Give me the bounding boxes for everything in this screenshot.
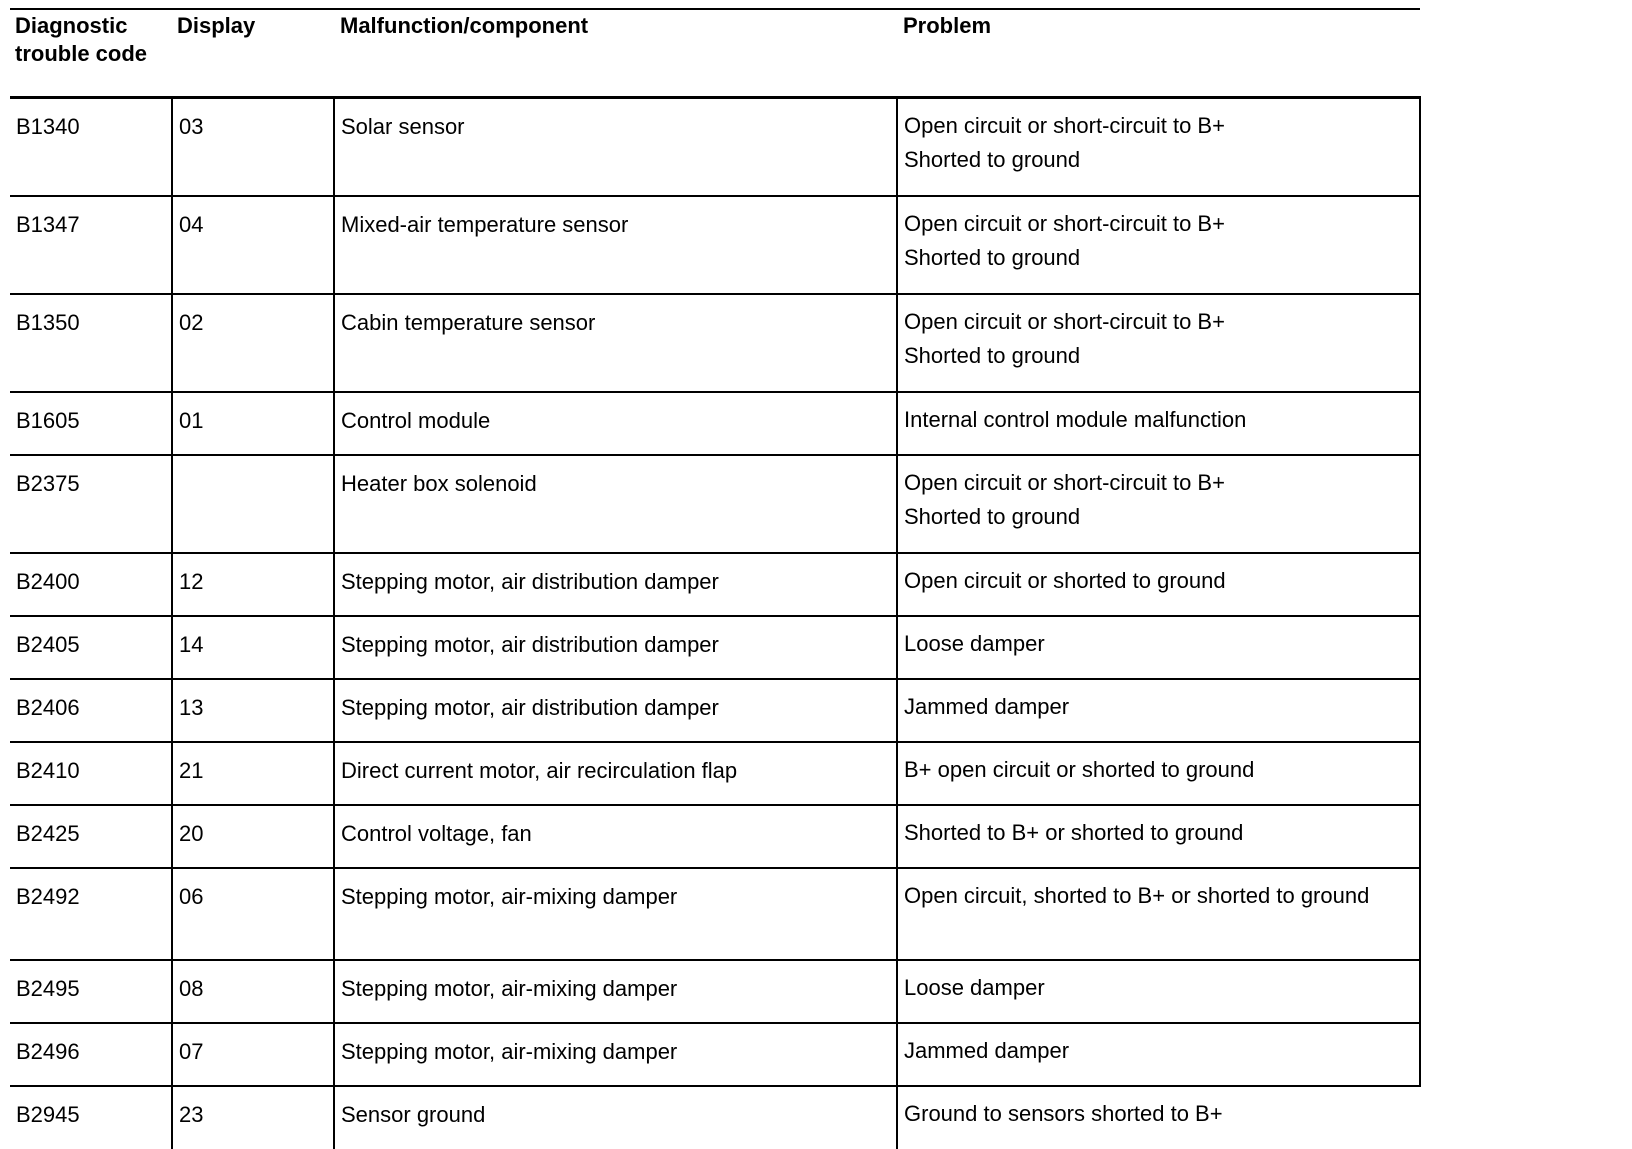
display-cell: 23 <box>172 1086 334 1149</box>
table-row <box>10 455 1420 553</box>
component-cell: Stepping motor, air-mixing damper <box>334 868 897 960</box>
component-cell: Heater box solenoid <box>334 455 897 553</box>
problem-line: Open circuit, shorted to B+ or shorted to ground <box>904 882 1370 908</box>
code-cell: B1350 <box>16 309 80 335</box>
display-cell: 02 <box>172 294 334 392</box>
problem-line: Loose damper <box>904 974 1045 1000</box>
table-row <box>10 553 1420 616</box>
code-cell: B1340 <box>16 114 80 139</box>
component-cell: Stepping motor, air distribution damper <box>334 616 897 679</box>
component-cell: Sensor ground <box>334 1086 897 1149</box>
problem-cell <box>897 553 1420 616</box>
problem-cell <box>897 805 1420 868</box>
table-row <box>10 1086 1420 1149</box>
display-cell: 13 <box>172 679 334 742</box>
component-cell: Cabin temperature sensor <box>334 294 897 392</box>
header-problem: Problem <box>903 13 992 38</box>
problem-cell <box>897 455 1420 553</box>
code-cell: B2405 <box>16 631 80 657</box>
component-cell: Mixed-air temperature sensor <box>334 196 897 294</box>
problem-line: Open circuit or short-circuit to B+ <box>904 113 1225 138</box>
header-code-line-1: Diagnostic <box>15 13 128 38</box>
table-row <box>10 805 1420 868</box>
code-cell: B2425 <box>16 820 80 846</box>
code-cell: B1605 <box>16 407 80 433</box>
code-cell: B1347 <box>16 211 80 237</box>
display-cell: 07 <box>172 1023 334 1086</box>
problem-line: Open circuit or short-circuit to B+ <box>904 469 1225 495</box>
problem-line: Ground to sensors shorted to B+ <box>904 1100 1223 1126</box>
header-component: Malfunction/component <box>340 13 589 38</box>
problem-line: Open circuit or short-circuit to B+ <box>904 210 1225 236</box>
problem-cell <box>897 294 1420 392</box>
problem-line: Internal control module malfunction <box>904 406 1247 432</box>
component-cell: Stepping motor, air-mixing damper <box>334 1023 897 1086</box>
problem-cell <box>897 960 1420 1023</box>
problem-line: Shorted to ground <box>904 244 1081 270</box>
code-cell: B2375 <box>16 470 80 496</box>
display-cell: 21 <box>172 742 334 805</box>
table-row <box>10 392 1420 455</box>
component-cell: Stepping motor, air-mixing damper <box>334 960 897 1023</box>
display-cell: 04 <box>172 196 334 294</box>
problem-line: Shorted to ground <box>904 503 1081 529</box>
problem-line: Shorted to ground <box>904 147 1081 172</box>
display-cell: 14 <box>172 616 334 679</box>
problem-cell <box>897 868 1420 960</box>
display-cell: 08 <box>172 960 334 1023</box>
problem-line: Shorted to ground <box>904 342 1081 368</box>
problem-cell <box>897 679 1420 742</box>
problem-cell <box>897 196 1420 294</box>
component-cell: Control voltage, fan <box>334 805 897 868</box>
problem-cell <box>897 1086 1420 1149</box>
problem-cell <box>897 1023 1420 1086</box>
component-cell: Control module <box>334 392 897 455</box>
component-cell: Solar sensor <box>334 98 897 196</box>
code-cell: B2410 <box>16 757 80 783</box>
code-cell: B2496 <box>16 1038 80 1064</box>
display-cell: 01 <box>172 392 334 455</box>
table-row <box>10 1023 1420 1086</box>
display-cell: 20 <box>172 805 334 868</box>
component-cell: Direct current motor, air recirculation flap <box>334 742 897 805</box>
table-row <box>10 196 1420 294</box>
problem-line: B+ open circuit or shorted to ground <box>904 756 1255 782</box>
problem-cell <box>897 742 1420 805</box>
dtc-table <box>10 96 1421 1149</box>
table-row <box>10 679 1420 742</box>
code-cell: B2400 <box>16 568 80 594</box>
display-cell: 12 <box>172 553 334 616</box>
table-header <box>10 8 1420 102</box>
table-row <box>10 616 1420 679</box>
header-display: Display <box>177 13 256 38</box>
component-cell: Stepping motor, air distribution damper <box>334 679 897 742</box>
table-row <box>10 742 1420 805</box>
table-row <box>10 868 1420 960</box>
code-cell: B2406 <box>16 694 80 720</box>
problem-line: Shorted to B+ or shorted to ground <box>904 819 1244 845</box>
problem-cell <box>897 616 1420 679</box>
code-cell: B2495 <box>16 975 80 1001</box>
table-row <box>10 98 1420 196</box>
header-code <box>15 12 165 68</box>
table-row <box>10 294 1420 392</box>
problem-line: Loose damper <box>904 630 1045 656</box>
problem-line: Jammed damper <box>904 693 1070 719</box>
problem-line: Open circuit or short-circuit to B+ <box>904 308 1225 334</box>
table-row <box>10 960 1420 1023</box>
problem-cell <box>897 98 1420 196</box>
code-cell: B2945 <box>16 1101 80 1127</box>
component-cell: Stepping motor, air distribution damper <box>334 553 897 616</box>
problem-cell <box>897 392 1420 455</box>
display-cell: 06 <box>172 868 334 960</box>
problem-line: Jammed damper <box>904 1037 1070 1063</box>
header-code-line-2: trouble code <box>15 41 148 66</box>
display-cell <box>172 455 334 553</box>
problem-line: Open circuit or shorted to ground <box>904 567 1226 593</box>
display-cell: 03 <box>172 98 334 196</box>
code-cell: B2492 <box>16 883 80 909</box>
